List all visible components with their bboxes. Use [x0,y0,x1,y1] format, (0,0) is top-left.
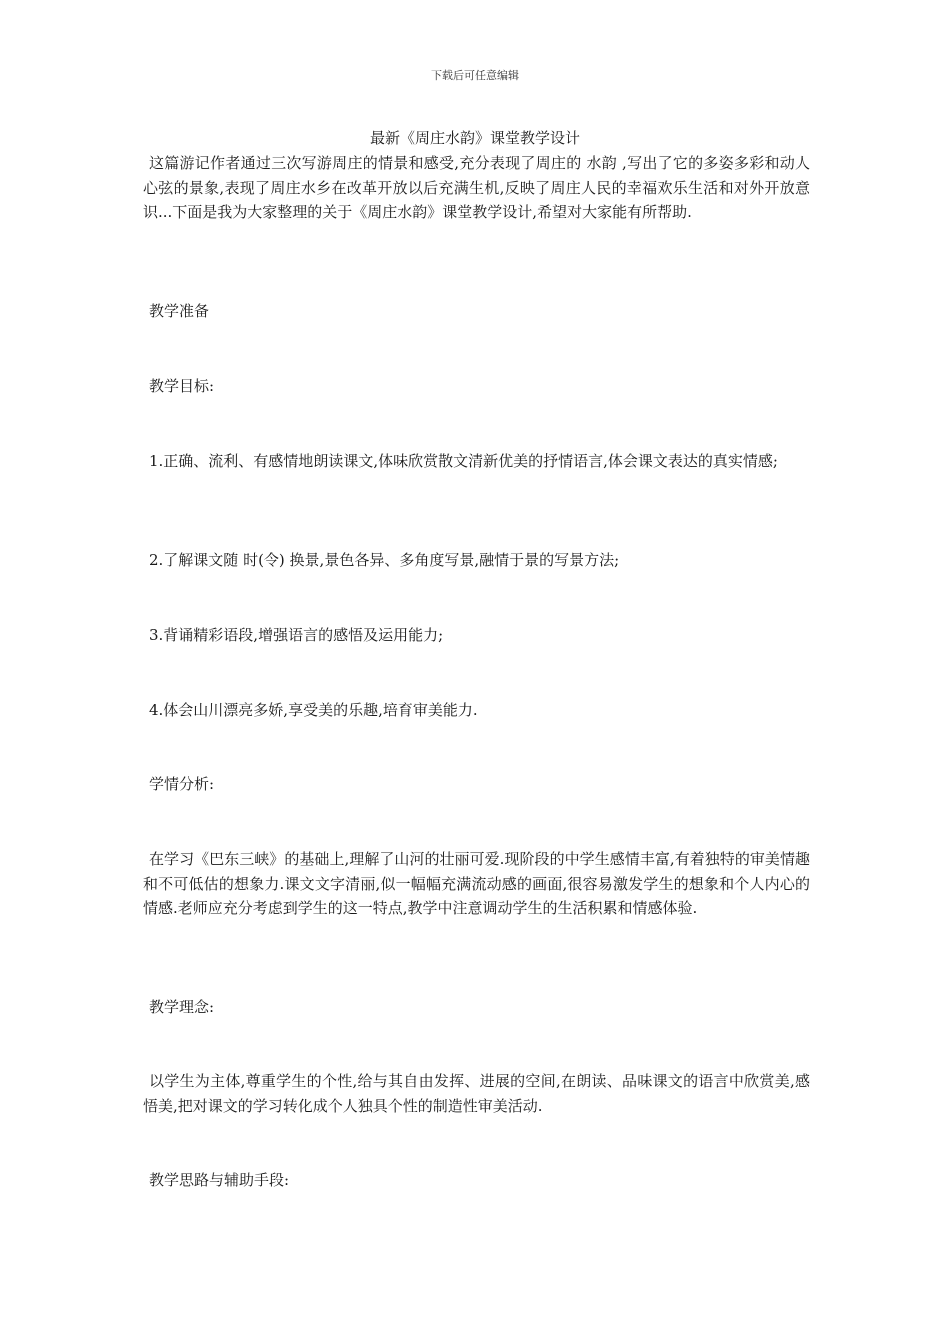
goal-item-2: 2.了解课文随 时(令) 换景,景色各异、多角度写景,融情于景的写景方法; [149,551,620,569]
concept-paragraph: 以学生为主体,尊重学生的个性,给与其自由发挥、进展的空间,在朗读、品味课文的语言中欣赏美,感悟美,把对课文的学习转化成个人独具个性的制造性审美活动. [143,1072,810,1115]
section-heading-analysis: 学情分析: [149,775,215,793]
intro-paragraph: 这篇游记作者通过三次写游周庄的情景和感受,充分表现了周庄的 水韵 ,写出了它的多姿多彩和动人心弦的景象,表现了周庄水乡在改革开放以后充满生机,反映了周庄人民的幸福欢乐生活和对外开放意识...下面是我为大家整理的关于《周庄水韵》课堂教学设计,希望对大家能有所帮助. [143,154,810,221]
header-note: 下载后可任意编辑 [431,69,519,82]
goal-item-3: 3.背诵精彩语段,增强语言的感悟及运用能力; [149,626,444,644]
goal-item-4: 4.体会山川漂亮多娇,享受美的乐趣,培育审美能力. [149,701,478,719]
analysis-paragraph: 在学习《巴东三峡》的基础上,理解了山河的壮丽可爱.现阶段的中学生感情丰富,有着独特的审美情趣和不可低估的想象力.课文文字清丽,似一幅幅充满流动感的画面,很容易激发学生的想象和个人内心的情感.老师应充分考虑到学生的这一特点,教学中注意调动学生的生活积累和情感体验. [143,850,810,917]
section-heading-approach: 教学思路与辅助手段: [149,1171,290,1189]
section-heading-goals: 教学目标: [149,377,215,395]
goal-item-1: 1.正确、流利、有感情地朗读课文,体味欣赏散文清新优美的抒情语言,体会课文表达的真实情感; [149,452,778,470]
section-heading-prep: 教学准备 [149,302,210,320]
section-heading-concept: 教学理念: [149,998,215,1016]
document-title: 最新《周庄水韵》课堂教学设计 [369,129,580,147]
